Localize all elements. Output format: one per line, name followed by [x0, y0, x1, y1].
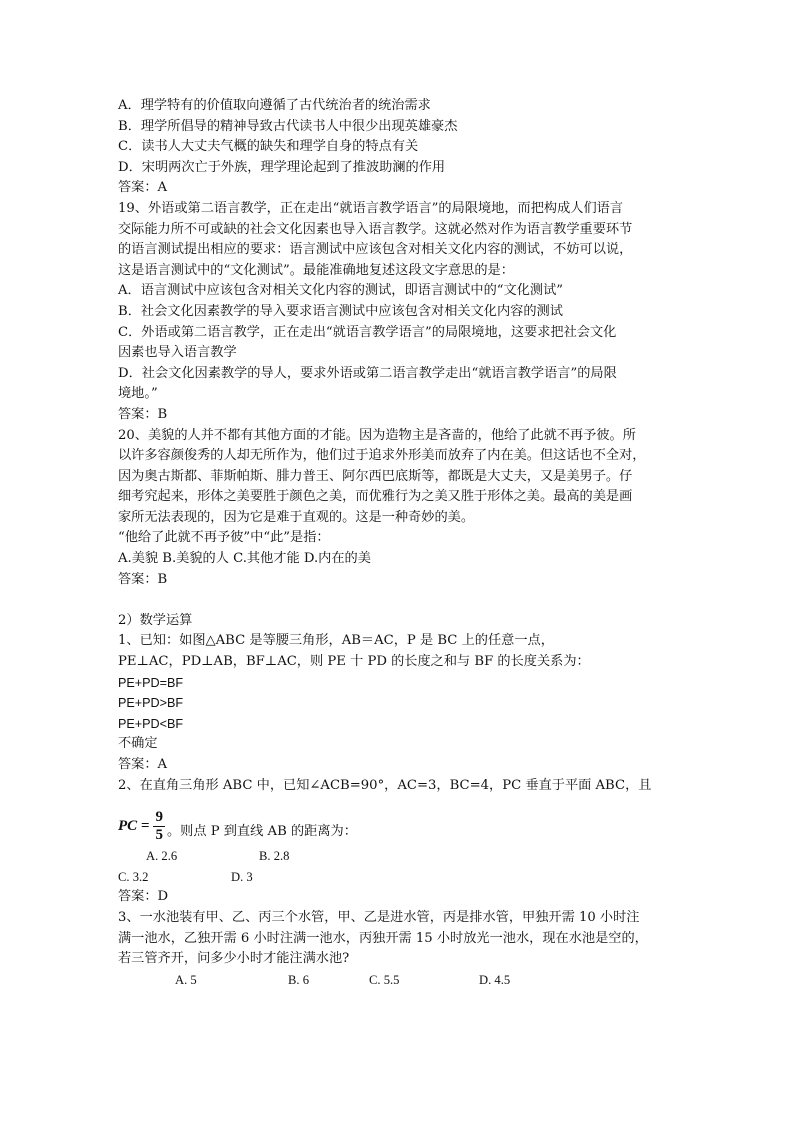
q19-option-b: B．社会文化因素教学的导入要求语言测试中应该包含对相关文化内容的测试 [118, 303, 563, 319]
q20-stem-line: 因为奥古斯都、菲斯帕斯、腓力普王、阿尔西巴底斯等，都既是大丈夫，又是美男子。仔 [118, 468, 633, 484]
m2-options-row-1 [118, 846, 678, 867]
m3-stem-line: 若三管齐开，问多少小时才能注满水池? [118, 951, 350, 967]
fraction [153, 809, 165, 844]
fraction-denominator: 5 [155, 827, 163, 844]
q19-stem-line: 这是语言测试中的“文化测试”。最能准确地复述这段文字意思的是： [118, 262, 514, 278]
q19-stem-line: 19、外语或第二语言教学，正在走出“就语言教学语言”的局限境地，而把构成人们语言 [118, 200, 624, 216]
pc-formula [118, 809, 165, 844]
m2-option-a: A. 2.6 [146, 849, 178, 864]
m3-option-c: C. 5.5 [369, 972, 400, 987]
q20-stem-line: 以许多容颜俊秀的人却无所作为，他们过于追求外形美而放弃了内在美。但这话也不全对， [118, 448, 646, 464]
m1-stem-line: PE⊥AC，PD⊥AB，BF⊥AC，则 PE 十 PD 的长度之和与 BF 的长度关系为： [118, 654, 590, 670]
q20-answer: 答案：B [118, 571, 168, 587]
q19-option-c: C．外语或第二语言教学，正在走出“就语言教学语言”的局限境地，这要求把社会文化 [118, 324, 617, 340]
m2-options-row-2 [118, 867, 678, 888]
section-title: 2）数学运算 [118, 612, 193, 628]
formula-lhs: PC = [118, 818, 150, 835]
m2-formula-line [118, 800, 678, 844]
m1-option-4: 不确定 [118, 736, 158, 752]
q18-option-a: A．理学特有的价值取向遵循了古代统治者的统治需求 [118, 98, 431, 113]
q18-option-c: C．读书人大丈夫气概的缺失和理学自身的特点有关 [118, 139, 419, 155]
m3-stem-line: 3、一水池装有甲、乙、丙三个水管，甲、乙是进水管，丙是排水管，甲独开需 10 小时注 [118, 909, 640, 925]
m1-option-2: PE+PD>BF [118, 696, 184, 711]
m3-option-d: D. 4.5 [479, 972, 511, 987]
q20-stem-line: 20、美貌的人并不都有其他方面的才能。因为造物主是吝啬的，他给了此就不再予彼。所 [118, 427, 636, 443]
q19-stem-line: 交际能力所不可或缺的社会文化因素也导入语言教学。这就必然对作为语言教学重要环节 [118, 221, 633, 237]
m2-option-c: C. 3.2 [118, 869, 149, 884]
m2-stem-after: 。则点 P 到直线 AB 的距离为： [166, 823, 357, 839]
q18-option-b: B．理学所倡导的精神导致古代读书人中很少出现英雄豪杰 [118, 118, 458, 134]
q20-options: A.美貌 B.美貌的人 C.其他才能 D.内在的美 [118, 551, 371, 567]
q20-question: “他给了此就不再予彼”中“此”是指： [118, 530, 330, 546]
m2-answer: 答案：D [118, 889, 169, 905]
q18-answer: 答案：A [118, 180, 168, 196]
q18-option-d: D．宋明两次亡于外族，理学理论起到了推波助澜的作用 [118, 159, 446, 175]
m3-option-a: A. 5 [175, 972, 197, 987]
m2-option-b: B. 2.8 [259, 849, 290, 864]
q19-option-d-cont: 境地。” [118, 386, 158, 402]
m3-stem-line: 满一池水，乙独开需 6 小时注满一池水，丙独开需 15 小时放光一池水，现在水池是空的， [118, 930, 648, 946]
spacer [118, 590, 678, 611]
m3-option-b: B. 6 [288, 972, 309, 987]
q19-option-a: A．语言测试中应该包含对相关文化内容的测试，即语言测试中的“文化测试” [118, 283, 564, 299]
m2-stem: 2、在直角三角形 ABC 中，已知∠ACB=90°，AC=3，BC=4，PC 垂直于平面 ABC，且 [118, 777, 652, 793]
q19-option-d: D．社会文化因素教学的导人，要求外语或第二语言教学走出“就语言教学语言”的局限 [118, 365, 617, 381]
m1-stem-line: 1、已知：如图△ABC 是等腰三角形，AB＝AC，P 是 BC 上的任意一点， [118, 633, 554, 649]
q19-option-c-cont: 因素也导入语言教学 [118, 345, 237, 361]
document-page [118, 96, 678, 990]
fraction-numerator: 9 [155, 809, 163, 826]
m2-option-d: D. 3 [231, 869, 253, 884]
m1-answer: 答案：A [118, 757, 168, 772]
q20-stem-line: 家所无法表现的，因为它是难于直观的。这是一种奇妙的美。 [118, 509, 475, 525]
q19-stem-line: 的语言测试提出相应的要求：语言测试中应该包含对相关文化内容的测试，不妨可以说， [118, 242, 633, 258]
q20-stem-line: 细考究起来，形体之美要胜于颜色之美，而优雅行为之美又胜于形体之美。最高的美是画 [118, 489, 633, 505]
m1-option-1: PE+PD=BF [118, 675, 184, 690]
q19-answer: 答案：B [118, 406, 168, 422]
m3-options-row [118, 970, 678, 991]
m1-option-3: PE+PD<BF [118, 716, 184, 731]
